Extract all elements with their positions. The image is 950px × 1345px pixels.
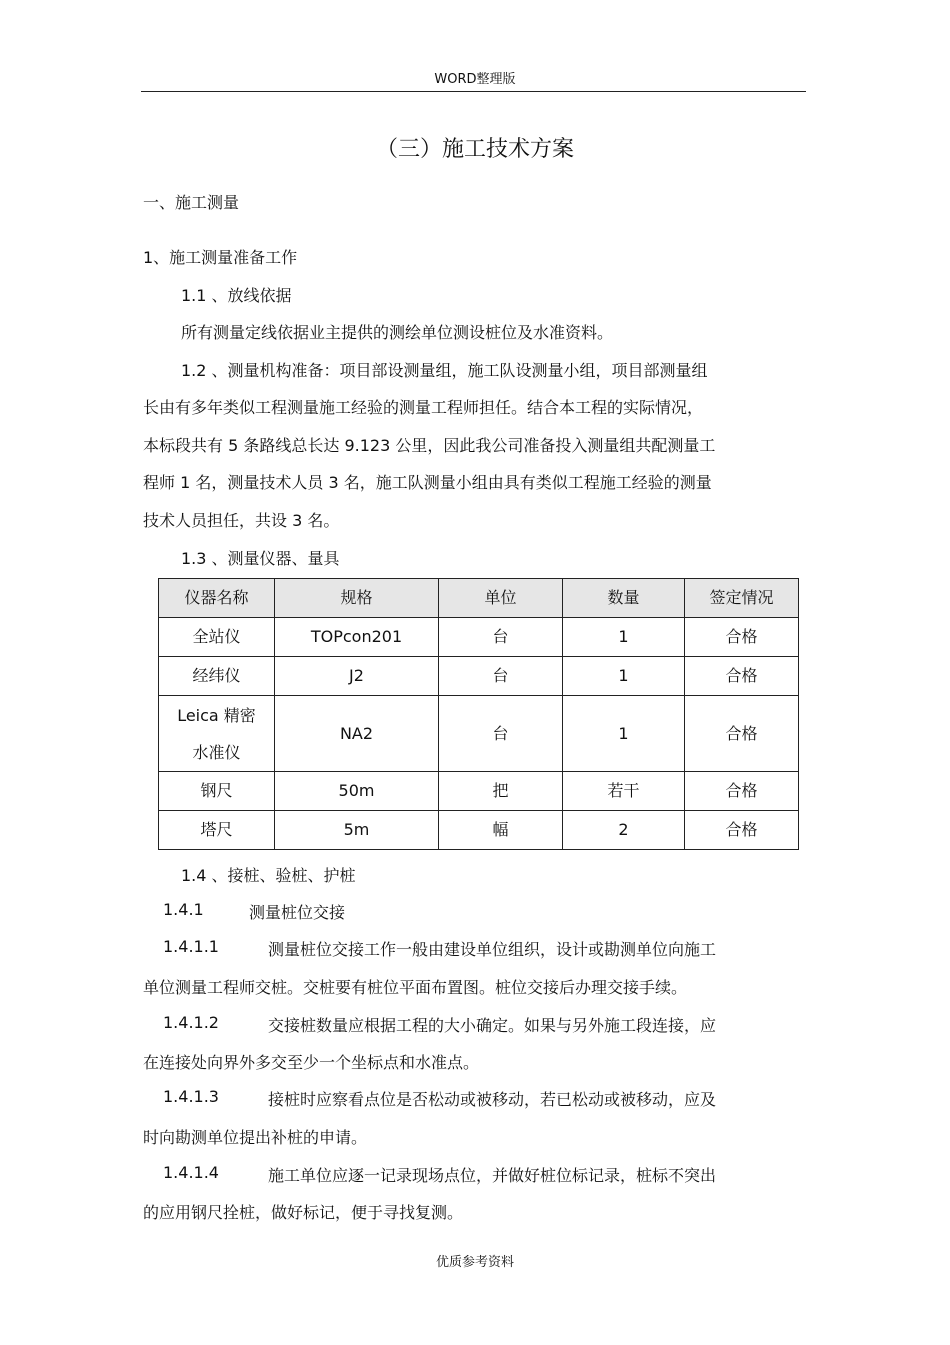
text-line: 1.3 、测量仪器、量具 (181, 549, 340, 568)
text-line: 1.4.1.2 (163, 1013, 219, 1032)
header-unit: 单位 (439, 579, 563, 618)
cell-qty: 1 (563, 618, 685, 657)
cell-name: 塔尺 (159, 811, 275, 850)
cell-name: 经纬仪 (159, 657, 275, 696)
instrument-table (158, 578, 799, 850)
text-line: 所有测量定线依据业主提供的测绘单位测设桩位及水准资料。 (181, 323, 614, 342)
cell-spec: J2 (275, 657, 439, 696)
table-row (159, 811, 799, 850)
text-line: 在连接处向界外多交至少一个坐标点和水准点。 (143, 1053, 480, 1072)
header-rule (141, 91, 806, 92)
table-row (159, 657, 799, 696)
text-line: 的应用钢尺拴桩，做好标记，便于寻找复测。 (143, 1203, 464, 1222)
cell-status: 合格 (685, 811, 799, 850)
text-line: 测量桩位交接 (249, 903, 346, 922)
cell-unit: 幅 (439, 811, 563, 850)
table-row (159, 618, 799, 657)
text-line: 程师 1 名，测量技术人员 3 名，施工队测量小组由具有类似工程施工经验的测量 (143, 473, 712, 492)
cell-spec: NA2 (275, 696, 439, 772)
cell-qty: 2 (563, 811, 685, 850)
text-line: 接桩时应察看点位是否松动或被移动，若已松动或被移动，应及 (268, 1090, 717, 1109)
text-line: 技术人员担任，共设 3 名。 (143, 511, 340, 530)
text-line: 施工单位应逐一记录现场点位，并做好桩位标记录，桩标不突出 (268, 1166, 717, 1185)
text-line: 1.4.1.1 (163, 937, 219, 956)
cell-status: 合格 (685, 772, 799, 811)
header-spec: 规格 (275, 579, 439, 618)
text-line: 测量桩位交接工作一般由建设单位组织，设计或勘测单位向施工 (268, 940, 717, 959)
header-qty: 数量 (563, 579, 685, 618)
cell-unit: 台 (439, 696, 563, 772)
cell-name-line2: 水准仪 (192, 742, 241, 762)
text-line: 1.4.1.3 (163, 1087, 219, 1106)
table-row (159, 772, 799, 811)
header-status: 签定情况 (685, 579, 799, 618)
cell-status: 合格 (685, 657, 799, 696)
cell-unit: 台 (439, 618, 563, 657)
text-line: 1、施工测量准备工作 (143, 248, 298, 267)
cell-name (159, 696, 275, 772)
cell-name: 全站仪 (159, 618, 275, 657)
table-header-row (159, 579, 799, 618)
cell-name: 钢尺 (159, 772, 275, 811)
cell-status: 合格 (685, 696, 799, 772)
cell-qty: 1 (563, 657, 685, 696)
cell-unit: 台 (439, 657, 563, 696)
text-line: 时向勘测单位提出补桩的申请。 (143, 1128, 368, 1147)
text-line: 本标段共有 5 条路线总长达 9.123 公里，因此我公司准备投入测量组共配测量工 (143, 436, 716, 455)
cell-qty: 1 (563, 696, 685, 772)
text-line: 1.4.1.4 (163, 1163, 219, 1182)
header-name: 仪器名称 (159, 579, 275, 618)
page-footer: 优质参考资料 (435, 1255, 514, 1270)
cell-spec: 50m (275, 772, 439, 811)
text-line: 交接桩数量应根据工程的大小确定。如果与另外施工段连接，应 (268, 1016, 717, 1035)
cell-unit: 把 (439, 772, 563, 811)
text-line: 1.4 、接桩、验桩、护桩 (181, 866, 356, 885)
text-line: 一、施工测量 (143, 193, 240, 212)
text-line: 1.1 、放线依据 (181, 286, 292, 305)
document-title: （三）施工技术方案 (375, 137, 574, 162)
text-line: 长由有多年类似工程测量施工经验的测量工程师担任。结合本工程的实际情况， (143, 398, 704, 417)
cell-spec: TOPcon201 (275, 618, 439, 657)
page-header: WORD整理版 (434, 72, 516, 87)
text-line: 1.2 、测量机构准备：项目部设测量组，施工队设测量小组，项目部测量组 (181, 361, 708, 380)
cell-qty: 若干 (563, 772, 685, 811)
cell-name-line1: Leica 精密 (177, 705, 256, 725)
cell-spec: 5m (275, 811, 439, 850)
table-row (159, 696, 799, 772)
text-line: 单位测量工程师交桩。交桩要有桩位平面布置图。桩位交接后办理交接手续。 (143, 978, 688, 997)
cell-status: 合格 (685, 618, 799, 657)
text-line: 1.4.1 (163, 900, 204, 919)
